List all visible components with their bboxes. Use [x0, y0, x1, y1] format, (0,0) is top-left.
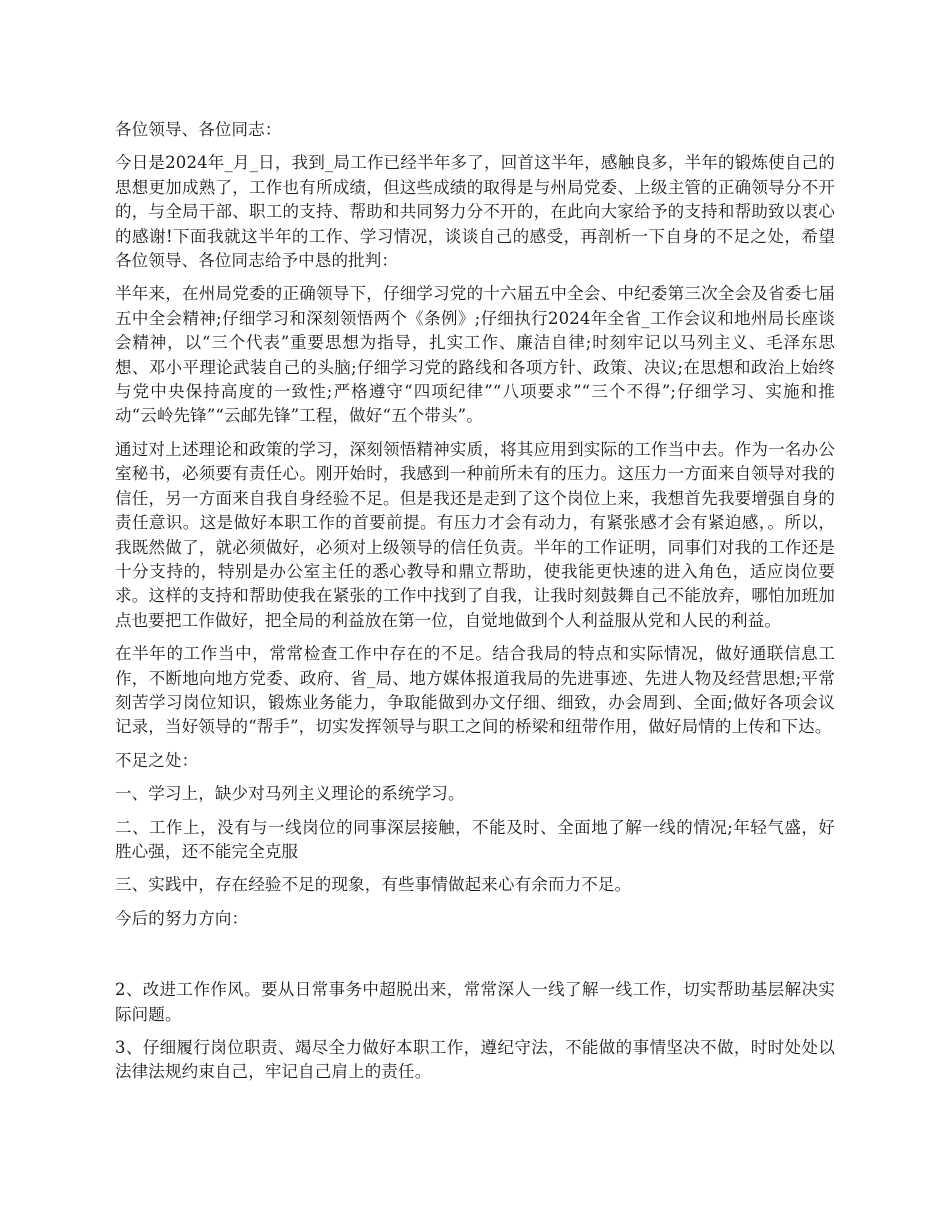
greeting: 各位领导、各位同志： [115, 120, 282, 139]
shortcoming-item: 三、实践中，存在经验不足的现象，有些事情做起来心有余而力不足。 [115, 875, 632, 895]
paragraph: 今日是2024年_月_日，我到_局工作已经半年多了，回首这半年，感触良多，半年的锻炼使自己的思想更加成熟了，工作也有所成绩，但这些成绩的取得是与州局党委、上级主管的正确领导分不开的，与全局干部、职工的支持、帮助和共同努力分不开的，在此向大家给予的支持和帮助致以衷心的感谢!下面我就这半年的工作、学习情况，谈谈自己的感受，再剖析一下自身的不足之处，希望各位领导、各位同志给予中恳的批判： [115, 153, 835, 271]
direction-item: 3、仔细履行岗位职责、竭尽全力做好本职工作，遵纪守法，不能做的事情坚决不做，时时处处以法律法规约束自己，牢记自己肩上的责任。 [115, 1038, 835, 1082]
shortcomings-heading: 不足之处： [115, 750, 199, 770]
direction-heading: 今后的努力方向： [115, 908, 249, 928]
paragraph: 在半年的工作当中，常常检查工作中存在的不足。结合我局的特点和实际情况，做好通联信息工作，不断地向地方党委、政府、省_局、地方媒体报道我局的先进事迹、先进人物及经营思想;平常刻苦学习岗位知识，锻炼业务能力，争取能做到办文仔细、细致，办会周到、全面;做好各项会议记录，当好领导的“帮手”，切实发挥领导与职工之间的桥梁和纽带作用，做好局情的上传和下达。 [115, 644, 835, 737]
direction-item: 2、改进工作作风。要从日常事务中超脱出来，常常深人一线了解一线工作，切实帮助基层解决实际问题。 [115, 980, 835, 1024]
shortcoming-item: 一、学习上，缺少对马列主义理论的系统学习。 [115, 784, 465, 804]
shortcoming-item: 二、工作上，没有与一线岗位的同事深层接触，不能及时、全面地了解一线的情况;年轻气盛，好胜心强，还不能完全克服 [115, 817, 835, 861]
blank-space [115, 940, 835, 978]
document-body [115, 118, 835, 1094]
paragraph: 半年来，在州局党委的正确领导下，仔细学习党的十六届五中全会、中纪委第三次全会及省委七届五中全会精神;仔细学习和深刻领悟两个《条例》;仔细执行2024年全省_工作会议和地州局长座谈会精神，以“三个代表”重要思想为指导，扎实工作、廉洁自律;时刻牢记以马列主义、毛泽东思想、邓小平理论武装自己的头脑;仔细学习党的路线和各项方针、政策、决议;在思想和政治上始终与党中央保持高度的一致性;严格遵守“四项纪律”“八项要求”“三个不得”;仔细学习、实施和推动“云岭先锋”“云邮先锋”工程，做好“五个带头”。 [115, 284, 835, 426]
paragraph: 通过对上述理论和政策的学习，深刻领悟精神实质，将其应用到实际的工作当中去。作为一名办公室秘书，必须要有责任心。刚开始时，我感到一种前所未有的压力。这压力一方面来自领导对我的信任，另一方面来自我自身经验不足。但是我还是走到了这个岗位上来，我想首先我要增强自身的责任意识。这是做好本职工作的首要前提。有压力才会有动力，有紧张感才会有紧迫感，。所以，我既然做了，就必须做好，必须对上级领导的信任负责。半年的工作证明，同事们对我的工作还是十分支持的，特别是办公室主任的悉心教导和鼎立帮助，使我能更快速的进入角色，适应岗位要求。这样的支持和帮助使我在紧张的工作中找到了自我，让我时刻鼓舞自己不能放弃，哪怕加班加点也要把工作做好，把全局的利益放在第一位，自觉地做到个人利益服从党和人民的利益。 [115, 439, 835, 630]
